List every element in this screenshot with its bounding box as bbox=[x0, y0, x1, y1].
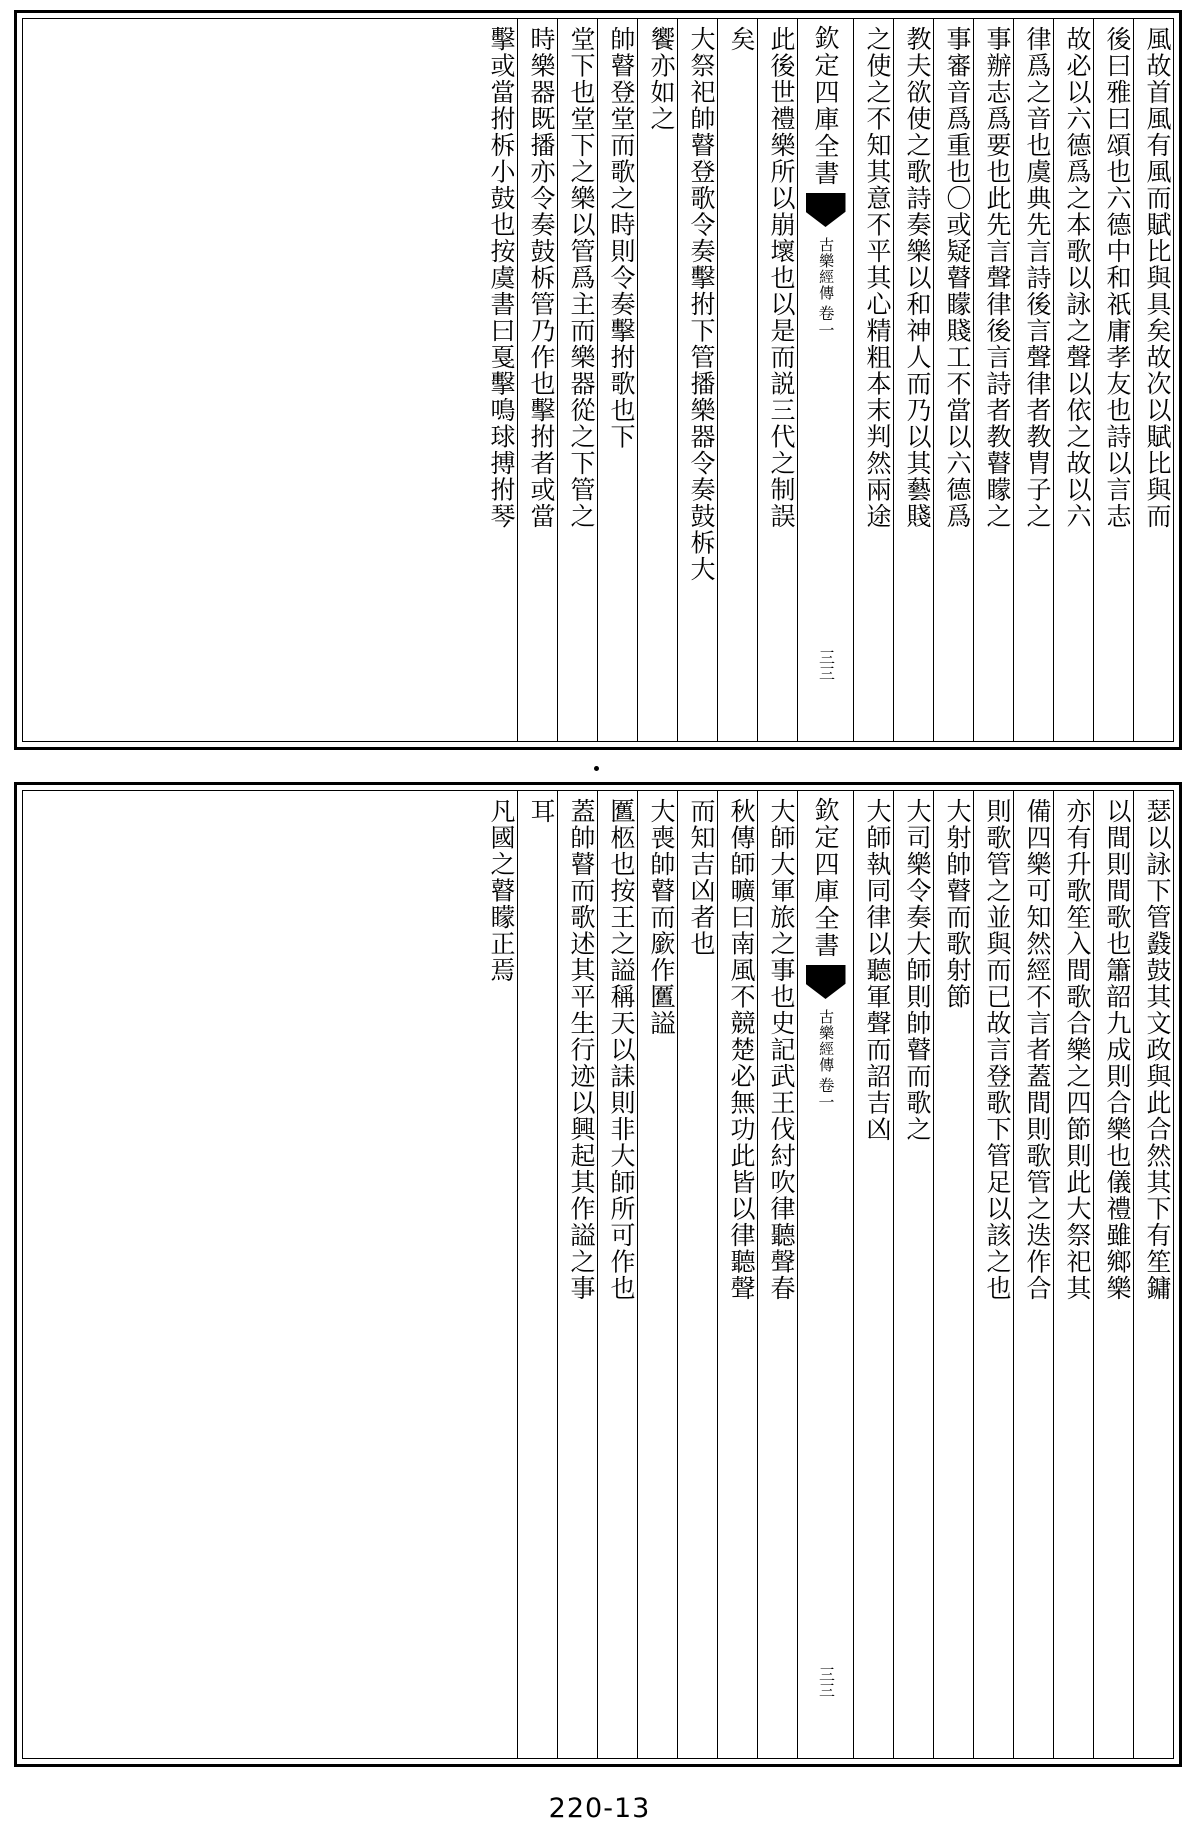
text-column: 事辦志爲要也此先言聲律後言詩者教瞽矇之 bbox=[973, 19, 1013, 741]
text-column: 事審音爲重也〇或疑瞽矇賤工不當以六德爲 bbox=[933, 19, 973, 741]
banner-subtitle: 古樂經傳 bbox=[817, 1009, 836, 1073]
text-column: 擊或當拊柝小鼓也按虞書曰戛擊鳴球搏拊琴 bbox=[487, 26, 516, 530]
banner-volume: 卷一 bbox=[816, 1077, 835, 1111]
text-column: 教夫欲使之歌詩奏樂以和神人而乃以其藝賤 bbox=[893, 19, 933, 741]
text-column: 大射帥瞽而歌射節 bbox=[933, 791, 973, 1758]
text-column: 大師大軍旅之事也史記武王伐紂吹律聽聲春 bbox=[757, 791, 797, 1758]
fishtail-ornament-icon bbox=[806, 193, 846, 227]
fishtail-ornament-icon bbox=[806, 965, 846, 999]
banner-page-number: 三三 bbox=[816, 649, 836, 681]
upper-text-block bbox=[14, 10, 1182, 750]
text-column: 備四樂可知然經不言者蓋間則歌管之迭作合 bbox=[1013, 791, 1053, 1758]
text-column: 風故首風有風而賦比與具矣故次以賦比與而 bbox=[1133, 19, 1173, 741]
banner-title: 欽定四庫全書 bbox=[811, 25, 840, 187]
text-column: 瑟以詠下管鼗鼓其文政與此合然其下有笙鏞 bbox=[1133, 791, 1173, 1758]
text-column: 則歌管之並與而已故言登歌下管足以該之也 bbox=[973, 791, 1013, 1758]
text-column: 帥瞽登堂而歌之時則令奏擊拊歌也下 bbox=[597, 19, 637, 741]
text-column: 匶柩也按王之謚稱天以誄則非大師所可作也 bbox=[597, 791, 637, 1758]
banner-subtitle: 古樂經傳 bbox=[817, 237, 836, 301]
upper-block-inner bbox=[22, 18, 1174, 742]
banner-volume: 卷一 bbox=[816, 305, 835, 339]
text-column: 此後世禮樂所以崩壞也以是而説三代之制誤 bbox=[757, 19, 797, 741]
center-fold-banner bbox=[797, 791, 853, 1758]
text-column: 堂下也堂下之樂以管爲主而樂器從之下管之 bbox=[557, 19, 597, 741]
text-column: 大喪帥瞽而廞作匶謚 bbox=[637, 791, 677, 1758]
text-column: 時樂器既播亦令奏鼓柝管乃作也擊拊者或當 bbox=[517, 19, 557, 741]
text-column: 以間則間歌也簫韶九成則合樂也儀禮雖鄉樂 bbox=[1093, 791, 1133, 1758]
text-column: 蓋帥瞽而歌述其平生行迹以興起其作謚之事 bbox=[557, 791, 597, 1758]
text-column: 之使之不知其意不平其心精粗本末判然兩途 bbox=[853, 19, 893, 741]
text-column: 後曰雅曰頌也六德中和祇庸孝友也詩以言志 bbox=[1093, 19, 1133, 741]
lower-text-block bbox=[14, 782, 1182, 1767]
text-column: 大師執同律以聽軍聲而詔吉凶 bbox=[853, 791, 893, 1758]
text-column: 亦有升歌笙入間歌合樂之四節則此大祭祀其 bbox=[1053, 791, 1093, 1758]
text-column: 律爲之音也虞典先言詩後言聲律者教胄子之 bbox=[1013, 19, 1053, 741]
text-column: 矣 bbox=[717, 19, 757, 741]
ink-dot-mark bbox=[594, 766, 599, 771]
text-column: 凡國之瞽矇正焉 bbox=[487, 798, 516, 984]
lower-block-inner bbox=[22, 790, 1174, 1759]
text-column: 耳 bbox=[517, 791, 557, 1758]
text-column: 大祭祀帥瞽登歌令奏擊拊下管播樂器令奏鼓柝大 bbox=[677, 19, 717, 741]
text-column: 故必以六德爲之本歌以詠之聲以依之故以六 bbox=[1053, 19, 1093, 741]
banner-title: 欽定四庫全書 bbox=[811, 797, 840, 959]
footer-page-number: 220-13 bbox=[548, 1793, 651, 1824]
text-column: 秋傳師曠曰南風不競楚必無功此皆以律聽聲 bbox=[717, 791, 757, 1758]
text-column: 饗亦如之 bbox=[637, 19, 677, 741]
center-fold-banner bbox=[797, 19, 853, 741]
text-column: 而知吉凶者也 bbox=[677, 791, 717, 1758]
text-column: 大司樂令奏大師則帥瞽而歌之 bbox=[893, 791, 933, 1758]
banner-page-number: 三三 bbox=[816, 1666, 836, 1698]
